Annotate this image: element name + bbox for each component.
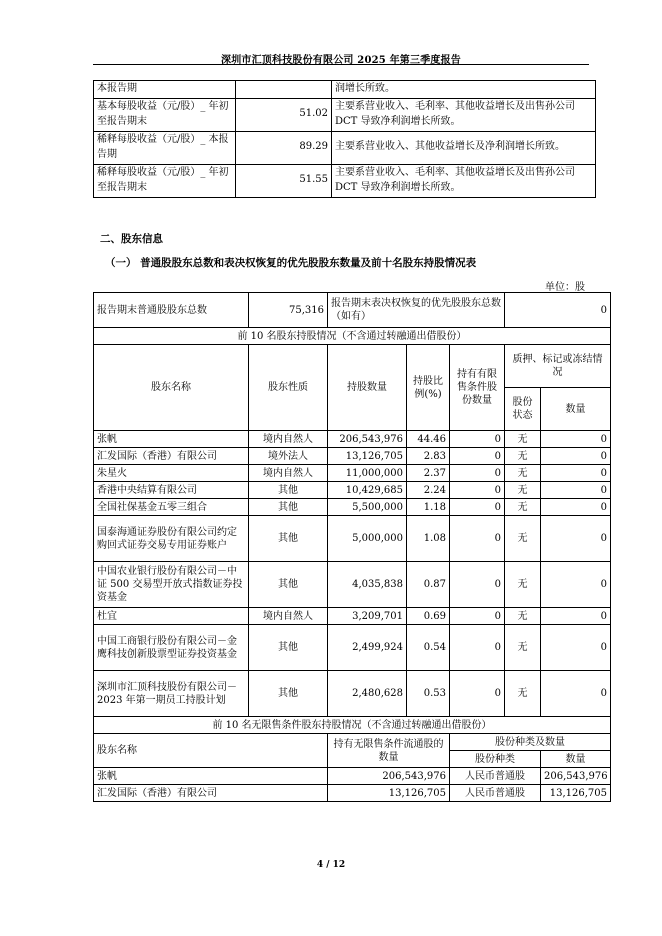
unrestricted-header-name: 股东名称 [94, 734, 328, 768]
shareholder-name: 朱星火 [94, 465, 249, 482]
section-title: 二、股东信息 [100, 233, 163, 245]
shareholder-qty: 0 [541, 482, 611, 499]
shareholder-restricted: 0 [450, 516, 505, 562]
shareholder-row [94, 625, 611, 671]
shareholder-name: 国泰海通证券股份有限公司约定购回式证券交易专用证券账户 [94, 516, 249, 562]
eps-value: 89.29 [236, 131, 332, 164]
eps-note: 主要系营业收入、其他收益增长及净利润增长所致。 [332, 131, 596, 164]
shareholder-qty: 0 [541, 431, 611, 448]
shareholder-status: 无 [505, 431, 541, 448]
shareholder-qty: 0 [541, 562, 611, 608]
shareholder-name: 全国社保基金五零三组合 [94, 499, 249, 516]
col-header-ratio: 持股比例(%) [407, 345, 450, 431]
unrestricted-row [94, 768, 611, 785]
shareholder-name: 张帆 [94, 431, 249, 448]
shareholder-status: 无 [505, 499, 541, 516]
shareholder-name: 香港中央结算有限公司 [94, 482, 249, 499]
shareholder-restricted: 0 [450, 671, 505, 717]
shareholder-row [94, 448, 611, 465]
shareholder-shares: 5,500,000 [328, 499, 407, 516]
shareholder-restricted: 0 [450, 431, 505, 448]
shareholder-shares: 206,543,976 [328, 431, 407, 448]
shareholder-shares: 2,499,924 [328, 625, 407, 671]
shareholder-row [94, 671, 611, 717]
eps-table [93, 80, 596, 198]
col-header-status: 股份状态 [505, 388, 541, 431]
unrestricted-qty: 206,543,976 [541, 768, 611, 785]
col-header-qty: 数量 [541, 388, 611, 431]
eps-row [94, 98, 596, 131]
shareholder-status: 无 [505, 516, 541, 562]
shareholder-qty: 0 [541, 499, 611, 516]
summary-value-preferred: 0 [505, 293, 611, 328]
shareholder-nature: 境内自然人 [249, 465, 328, 482]
shareholder-restricted: 0 [450, 465, 505, 482]
unrestricted-name: 张帆 [94, 768, 328, 785]
unrestricted-header-qty: 数量 [541, 751, 611, 768]
shareholder-nature: 境内自然人 [249, 431, 328, 448]
shareholder-row [94, 431, 611, 448]
shareholder-row [94, 516, 611, 562]
eps-label: 稀释每股收益（元/股）_ 本报告期 [94, 131, 236, 164]
unrestricted-kind: 人民币普通股 [450, 768, 541, 785]
shareholder-qty: 0 [541, 625, 611, 671]
shareholder-ratio: 0.69 [407, 608, 450, 625]
shareholder-nature: 境内自然人 [249, 608, 328, 625]
eps-value: 51.02 [236, 98, 332, 131]
shareholder-qty: 0 [541, 465, 611, 482]
header-divider [93, 64, 589, 65]
shareholder-name: 深圳市汇顶科技股份有限公司－2023 年第一期员工持股计划 [94, 671, 249, 717]
shareholder-shares: 13,126,705 [328, 448, 407, 465]
eps-label: 本报告期 [94, 81, 236, 99]
shareholder-name: 中国工商银行股份有限公司－金鹰科技创新股票型证券投资基金 [94, 625, 249, 671]
shareholder-row [94, 608, 611, 625]
shareholder-ratio: 1.08 [407, 516, 450, 562]
shareholder-shares: 5,000,000 [328, 516, 407, 562]
shareholder-qty: 0 [541, 608, 611, 625]
shareholder-nature: 其他 [249, 499, 328, 516]
shareholder-row [94, 465, 611, 482]
shareholder-restricted: 0 [450, 482, 505, 499]
shareholder-nature: 其他 [249, 625, 328, 671]
eps-note: 主要系营业收入、毛利率、其他收益增长及出售孙公司 DCT 导致净利润增长所致。 [332, 164, 596, 197]
unrestricted-row [94, 785, 611, 802]
unrestricted-kind: 人民币普通股 [450, 785, 541, 802]
shareholder-shares: 10,429,685 [328, 482, 407, 499]
unrestricted-count: 206,543,976 [328, 768, 450, 785]
shareholder-shares: 11,000,000 [328, 465, 407, 482]
shareholder-nature: 其他 [249, 671, 328, 717]
col-header-nature: 股东性质 [249, 345, 328, 431]
col-header-name: 股东名称 [94, 345, 249, 431]
col-header-shares: 持股数量 [328, 345, 407, 431]
unrestricted-header-kind-group: 股份种类及数量 [450, 734, 611, 751]
col-header-pledge: 质押、标记或冻结情况 [505, 345, 611, 388]
shareholder-status: 无 [505, 465, 541, 482]
eps-note: 主要系营业收入、毛利率、其他收益增长及出售孙公司 DCT 导致净利润增长所致。 [332, 98, 596, 131]
shareholder-restricted: 0 [450, 608, 505, 625]
unrestricted-header-count: 持有无限售条件流通股的数量 [328, 734, 450, 768]
shareholder-row [94, 482, 611, 499]
shareholder-nature: 境外法人 [249, 448, 328, 465]
eps-row [94, 81, 596, 99]
shareholder-row [94, 499, 611, 516]
shareholder-status: 无 [505, 608, 541, 625]
top10-title: 前 10 名股东持股情况（不含通过转融通出借股份） [94, 328, 611, 345]
shareholder-status: 无 [505, 562, 541, 608]
eps-row [94, 131, 596, 164]
shareholder-ratio: 0.54 [407, 625, 450, 671]
shareholder-name: 杜宜 [94, 608, 249, 625]
shareholder-ratio: 1.18 [407, 499, 450, 516]
eps-label: 稀释每股收益（元/股）_ 年初至报告期末 [94, 164, 236, 197]
shareholder-name: 中国农业银行股份有限公司－中证 500 交易型开放式指数证券投资基金 [94, 562, 249, 608]
shareholder-qty: 0 [541, 671, 611, 717]
eps-value: 51.55 [236, 164, 332, 197]
shareholder-shares: 2,480,628 [328, 671, 407, 717]
shareholder-status: 无 [505, 671, 541, 717]
shareholder-qty: 0 [541, 516, 611, 562]
shareholder-row [94, 562, 611, 608]
shareholder-table [93, 292, 611, 802]
unrestricted-header-kind: 股份种类 [450, 751, 541, 768]
shareholder-ratio: 0.87 [407, 562, 450, 608]
shareholder-name: 汇发国际（香港）有限公司 [94, 448, 249, 465]
unrestricted-count: 13,126,705 [328, 785, 450, 802]
shareholder-restricted: 0 [450, 625, 505, 671]
summary-value-total: 75,316 [249, 293, 328, 328]
col-header-restricted: 持有有限售条件股份数量 [450, 345, 505, 431]
unrestricted-qty: 13,126,705 [541, 785, 611, 802]
section-subtitle: （一） 普通股股东总数和表决权恢复的优先股股东数量及前十名股东持股情况表 [105, 257, 477, 269]
shareholder-nature: 其他 [249, 562, 328, 608]
shareholder-qty: 0 [541, 448, 611, 465]
shareholder-shares: 4,035,838 [328, 562, 407, 608]
shareholder-restricted: 0 [450, 448, 505, 465]
shareholder-ratio: 2.24 [407, 482, 450, 499]
unrestricted-name: 汇发国际（香港）有限公司 [94, 785, 328, 802]
summary-label-total: 报告期末普通股股东总数 [94, 293, 249, 328]
unit-label: 单位：股 [545, 282, 585, 293]
eps-row [94, 164, 596, 197]
shareholder-nature: 其他 [249, 516, 328, 562]
shareholder-restricted: 0 [450, 562, 505, 608]
shareholder-restricted: 0 [450, 499, 505, 516]
page-header-title: 深圳市汇顶科技股份有限公司 2025 年第三季度报告 [221, 55, 461, 66]
shareholder-status: 无 [505, 482, 541, 499]
eps-value [236, 81, 332, 99]
shareholder-status: 无 [505, 448, 541, 465]
unrestricted-title: 前 10 名无限售条件股东持股情况（不含通过转融通出借股份） [94, 717, 611, 734]
shareholder-status: 无 [505, 625, 541, 671]
shareholder-ratio: 44.46 [407, 431, 450, 448]
shareholder-nature: 其他 [249, 482, 328, 499]
summary-label-preferred: 报告期末表决权恢复的优先股股东总数（如有） [328, 293, 505, 328]
shareholder-ratio: 2.37 [407, 465, 450, 482]
shareholder-ratio: 0.53 [407, 671, 450, 717]
eps-note: 润增长所致。 [332, 81, 596, 99]
page-number: 4 / 12 [316, 860, 346, 870]
eps-label: 基本每股收益（元/股）_ 年初至报告期末 [94, 98, 236, 131]
shareholder-ratio: 2.83 [407, 448, 450, 465]
shareholder-shares: 3,209,701 [328, 608, 407, 625]
